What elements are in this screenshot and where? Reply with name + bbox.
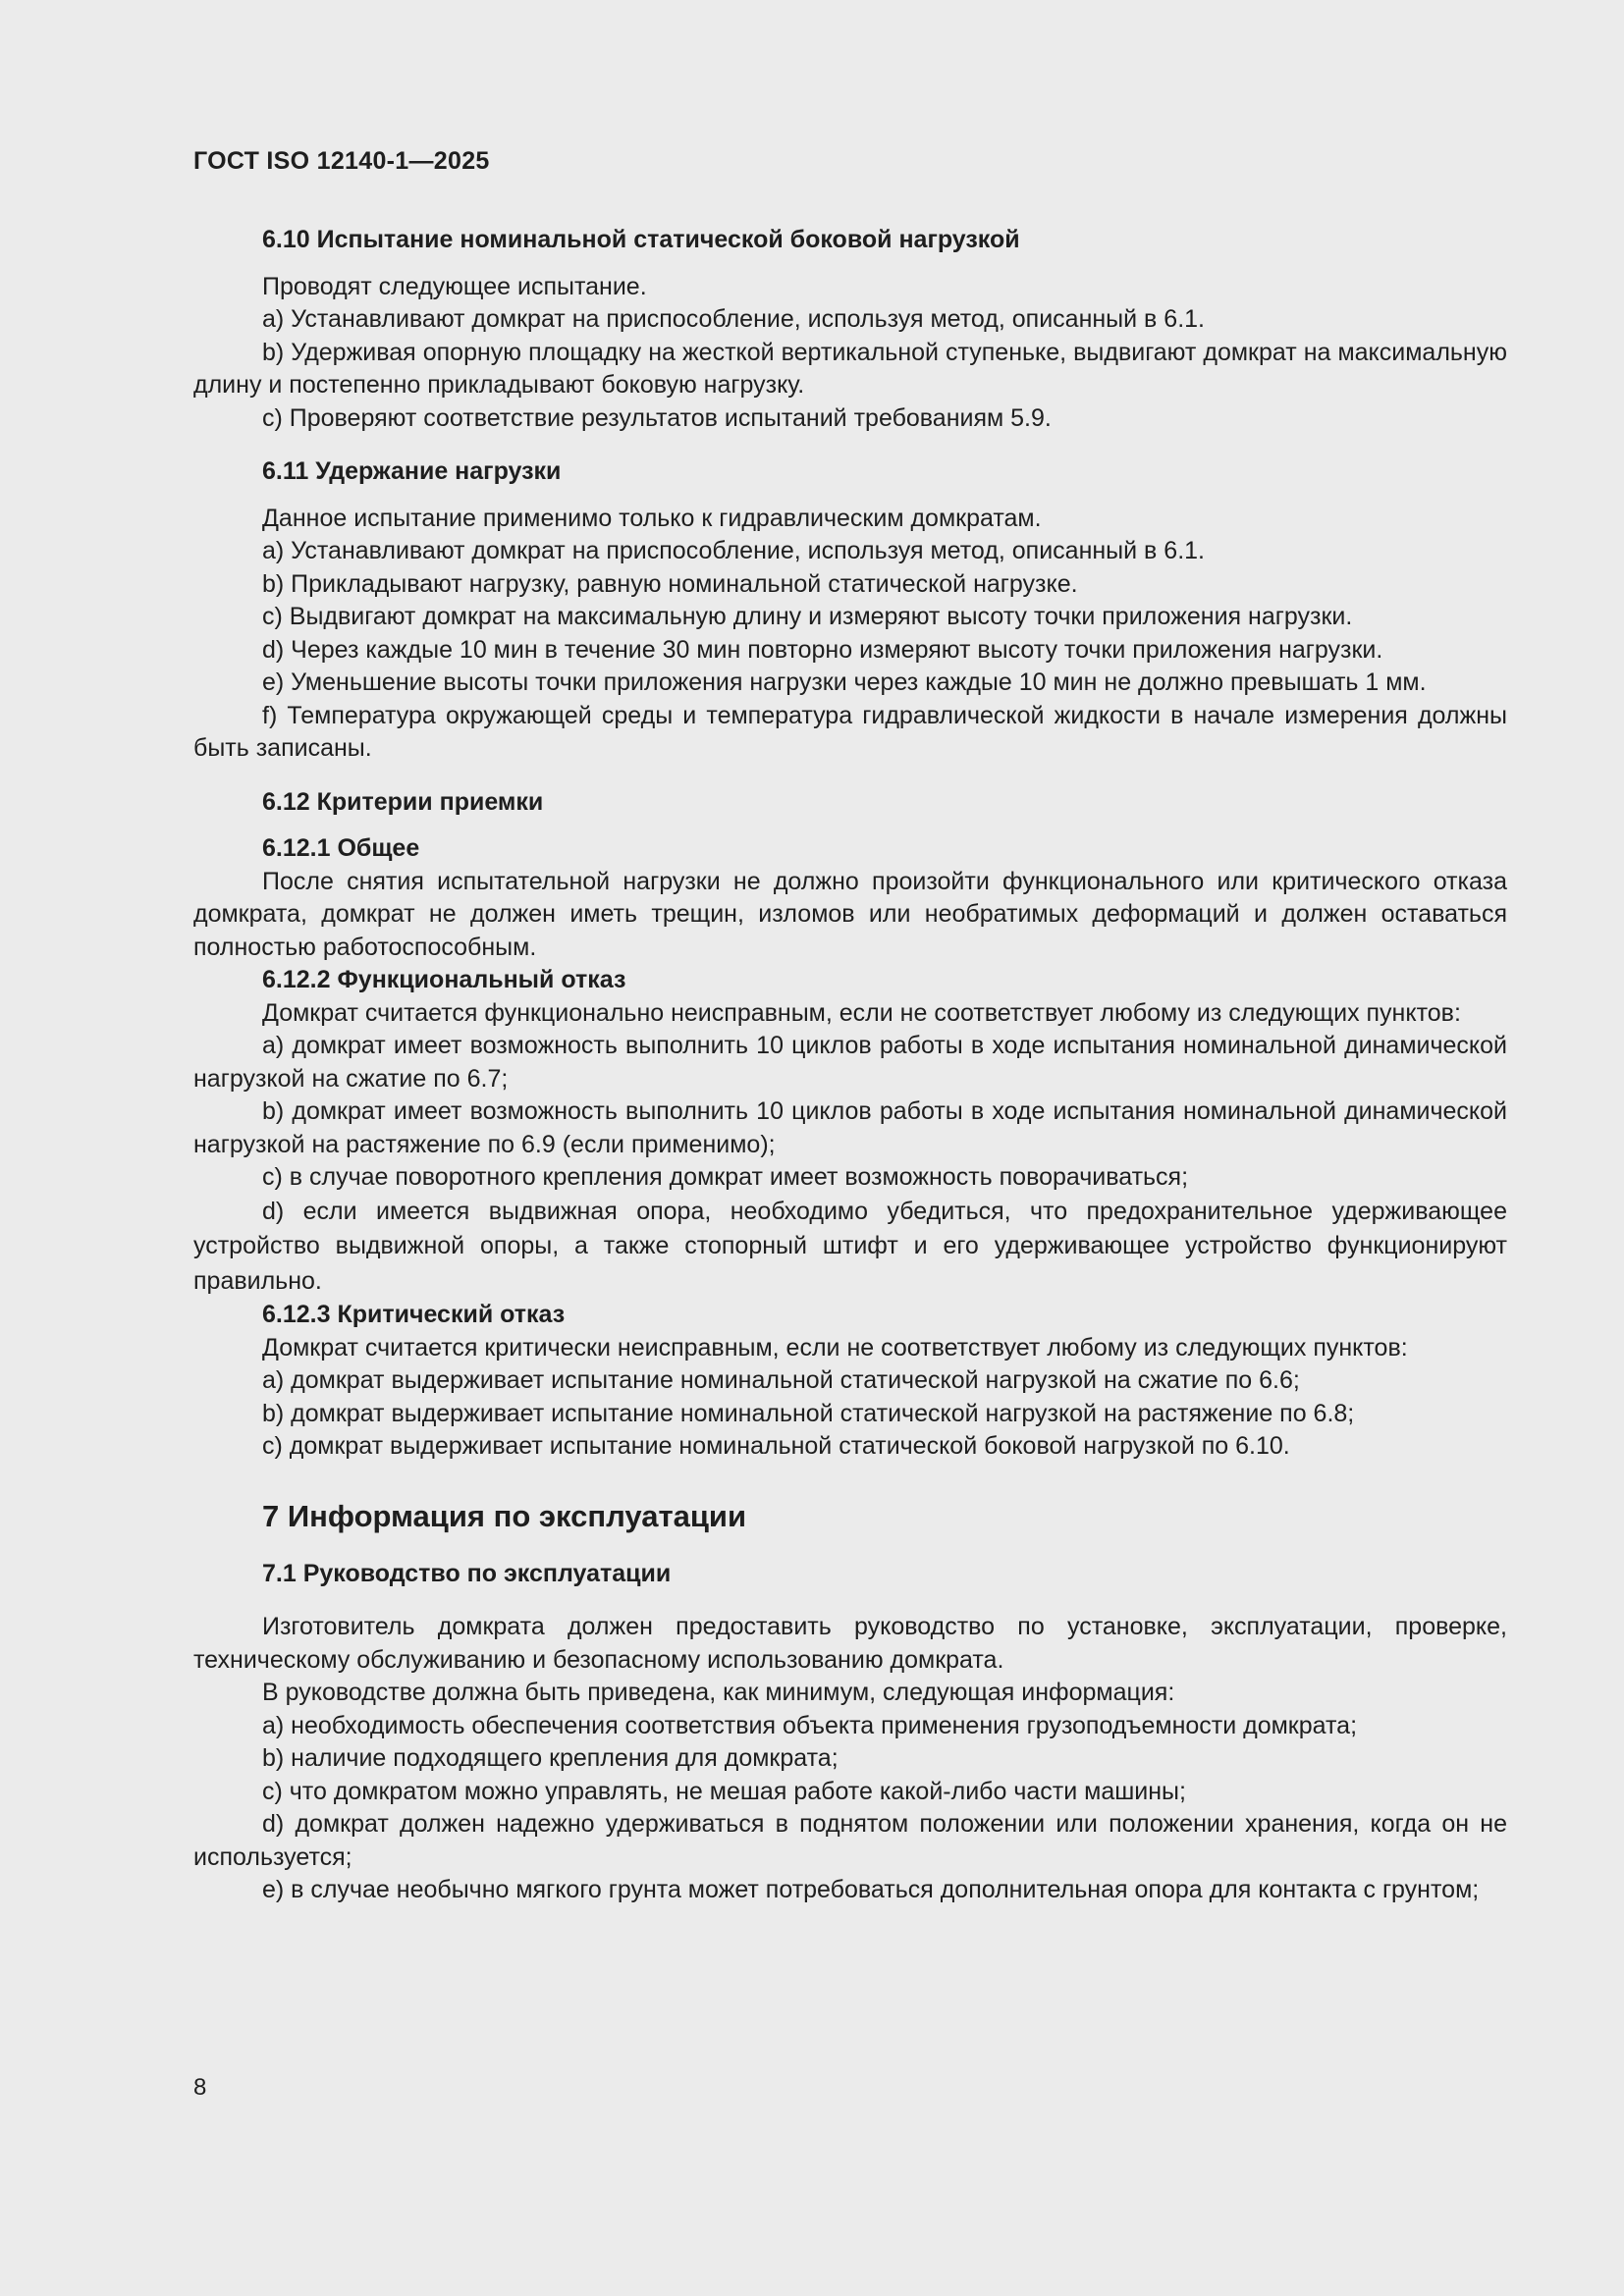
paragraph: Домкрат считается критически неисправным, если не соответствует любому из следующих пунктов:	[262, 1333, 1408, 1362]
list-item: c) домкрат выдерживает испытание номинальной статической боковой нагрузкой по 6.10.	[262, 1432, 1290, 1460]
section-6-10-title: 6.10 Испытание номинальной статической боковой нагрузкой	[262, 226, 1020, 253]
document-code: ГОСТ ISO 12140-1—2025	[193, 147, 490, 175]
section-7-title: 7 Информация по эксплуатации	[262, 1498, 747, 1533]
list-item: a) Устанавливают домкрат на приспособление, используя метод, описанный в 6.1.	[262, 537, 1205, 564]
list-item: a) домкрат выдерживает испытание номинальной статической нагрузкой на сжатие по 6.6;	[262, 1366, 1300, 1394]
list-item: b) Прикладывают нагрузку, равную номинальной статической нагрузке.	[262, 569, 1078, 598]
section-6-12-3-title: 6.12.3 Критический отказ	[262, 1301, 566, 1328]
paragraph: Домкрат считается функционально неисправным, если не соответствует любому из следующих пунктов:	[262, 998, 1461, 1027]
list-item: d) домкрат должен надежно удерживаться в поднятом положении или положении хранения, когда он не используется;	[193, 1810, 1507, 1871]
list-item: d) Через каждые 10 мин в течение 30 мин повторно измеряют высоту точки приложения нагрузки.	[262, 635, 1383, 664]
list-item: c) что домкратом можно управлять, не мешая работе какой-либо части машины;	[262, 1777, 1186, 1805]
list-item: e) в случае необычно мягкого грунта может потребоваться дополнительная опора для контакта с грунтом;	[262, 1876, 1480, 1903]
list-item: a) домкрат имеет возможность выполнить 10 циклов работы в ходе испытания номинальной динамической нагрузкой на сжатие по 6.7;	[193, 1032, 1507, 1093]
list-item: d) если имеется выдвижная опора, необходимо убедиться, что предохранительное удерживающее устройство выдвижной опоры, а также стопорный штифт и его удерживающее устройство функционируют правильно.	[193, 1197, 1507, 1295]
paragraph: Изготовитель домкрата должен предоставить руководство по установке, эксплуатации, проверке, техническому обслуживанию и безопасному использованию домкрата.	[193, 1613, 1507, 1674]
list-item: a) Устанавливают домкрат на приспособление, используя метод, описанный в 6.1.	[262, 305, 1205, 333]
section-6-11-title: 6.11 Удержание нагрузки	[262, 457, 562, 485]
paragraph: Проводят следующее испытание.	[262, 272, 647, 300]
paragraph: После снятия испытательной нагрузки не должно произойти функционального или критического отказа домкрата, домкрат не должен иметь трещин, изломов или необратимых деформаций и должен оставаться полностью работоспособным.	[193, 867, 1507, 961]
list-item: b) Удерживая опорную площадку на жесткой вертикальной ступеньке, выдвигают домкрат на максимальную длину и постепенно прикладывают боковую нагрузку.	[193, 338, 1507, 399]
list-item: c) Проверяют соответствие результатов испытаний требованиям 5.9.	[262, 403, 1052, 432]
paragraph: В руководстве должна быть приведена, как минимум, следующая информация:	[262, 1679, 1175, 1706]
section-7-1-title: 7.1 Руководство по эксплуатации	[262, 1559, 672, 1587]
list-item: a) необходимость обеспечения соответствия объекта применения грузоподъемности домкрата;	[262, 1711, 1358, 1739]
section-6-12-title: 6.12 Критерии приемки	[262, 787, 544, 816]
list-item: c) в случае поворотного крепления домкрат имеет возможность поворачиваться;	[262, 1163, 1189, 1191]
list-item: b) домкрат имеет возможность выполнить 10 циклов работы в ходе испытания номинальной динамической нагрузкой на растяжение по 6.9 (если применимо);	[193, 1097, 1507, 1158]
list-item: e) Уменьшение высоты точки приложения нагрузки через каждые 10 мин не должно превышать 1 мм.	[262, 668, 1427, 696]
list-item: b) домкрат выдерживает испытание номинальной статической нагрузкой на растяжение по 6.8;	[262, 1399, 1355, 1427]
page-number: 8	[193, 2074, 207, 2101]
document-body	[193, 224, 1507, 1907]
list-item: f) Температура окружающей среды и температура гидравлической жидкости в начале измерения должны быть записаны.	[193, 701, 1507, 762]
list-item: c) Выдвигают домкрат на максимальную длину и измеряют высоту точки приложения нагрузки.	[262, 603, 1353, 630]
section-6-12-1-title: 6.12.1 Общее	[262, 834, 420, 862]
section-6-12-2-title: 6.12.2 Функциональный отказ	[262, 966, 626, 993]
list-item: b) наличие подходящего крепления для домкрата;	[262, 1744, 839, 1772]
paragraph: Данное испытание применимо только к гидравлическим домкратам.	[262, 504, 1042, 532]
